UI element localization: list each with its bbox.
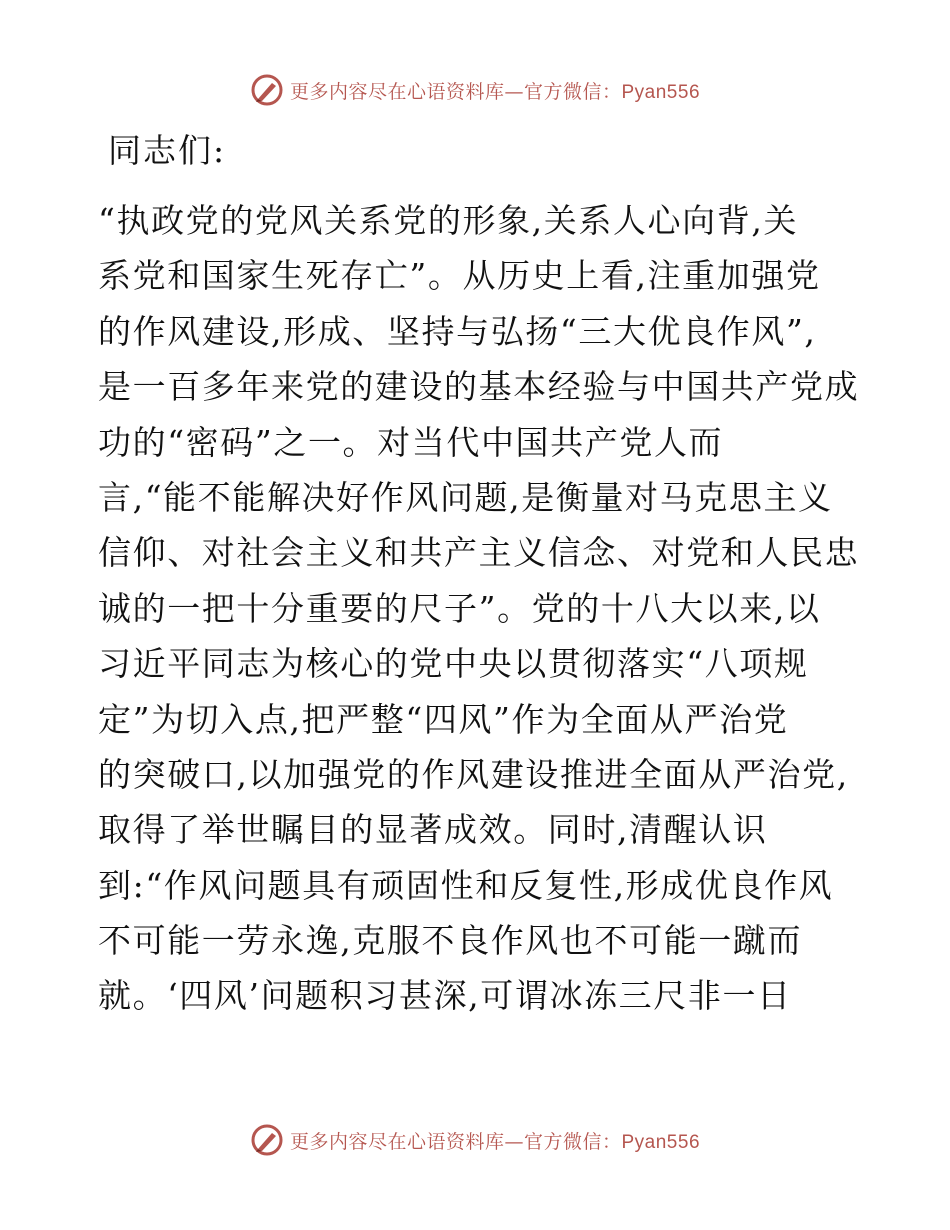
text-line: 不可能一劳永逸,克服不良作风也不可能一蹴而: [98, 921, 803, 961]
pen-logo-icon: [250, 1123, 284, 1157]
text-line: 到:“作风问题具有顽固性和反复性,形成优良作风: [98, 865, 834, 905]
text-line: 言,“能不能解决好作风问题,是衡量对马克思主义: [98, 477, 833, 517]
text-line: 定”为切入点,把严整“四风”作为全面从严治党: [98, 699, 789, 739]
header-banner: [0, 70, 950, 110]
footer-banner: [0, 1120, 950, 1160]
body-text: [98, 198, 858, 1029]
text-line: 系党和国家生死存亡”。从历史上看,注重加强党: [98, 256, 821, 296]
header-banner-text: 更多内容尽在心语资料库—官方微信：Pyan556: [289, 80, 701, 103]
text-line: 习近平同志为核心的党中央以贯彻落实“八项规: [98, 644, 809, 684]
text-line: 取得了举世瞩目的显著成效。同时,清醒认识: [98, 810, 768, 850]
text-line: 就。‘四风’问题积习甚深,可谓冰冻三尺非一日: [98, 976, 792, 1016]
text-line: 信仰、对社会主义和共产主义信念、对党和人民忠: [98, 533, 860, 573]
text-line: 的突破口,以加强党的作风建设推进全面从严治党,: [98, 754, 849, 794]
salutation: 同志们:: [108, 131, 227, 170]
text-line: 诚的一把十分重要的尺子”。党的十八大以来,以: [98, 588, 821, 628]
text-line: 的作风建设,形成、坚持与弘扬“三大优良作风”,: [98, 311, 817, 351]
text-line: “执政党的党风关系党的形象,关系人心向背,关: [98, 201, 799, 240]
pen-logo-icon: [250, 73, 284, 107]
footer-banner-text: 更多内容尽在心语资料库—官方微信：Pyan556: [289, 1130, 701, 1153]
text-line: 功的“密码”之一。对当代中国共产党人而: [98, 422, 724, 462]
text-line: 是一百多年来党的建设的基本经验与中国共产党成: [98, 367, 860, 407]
